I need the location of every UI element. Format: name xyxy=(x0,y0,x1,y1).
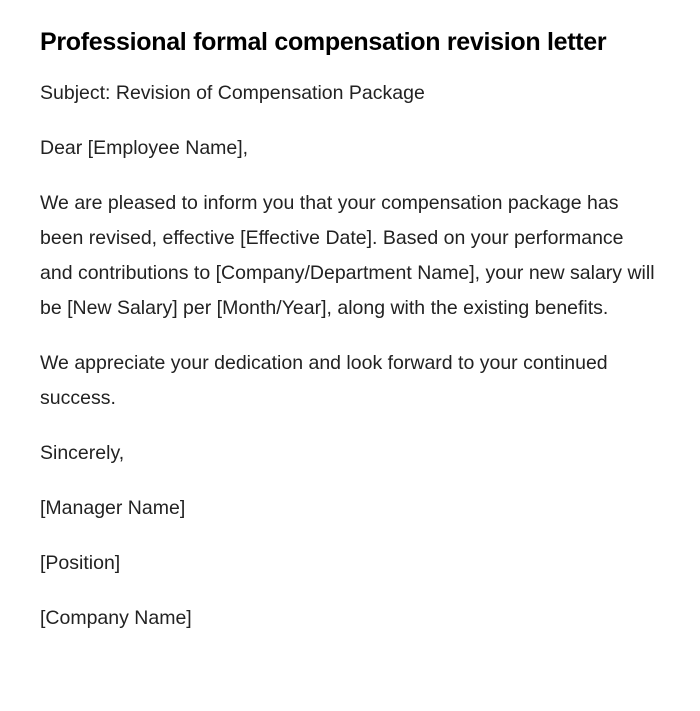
letter-body-paragraph-1: We are pleased to inform you that your compensation package has been revised, effective [Effective Date]. Based on your performance and contributions to [Company/Department Name], your new salary will be [New Salary] per [Month/Year], along with the existing benefits. xyxy=(40,192,655,319)
signature-company: [Company Name] xyxy=(40,607,192,629)
letter-closing: Sincerely, xyxy=(40,442,125,464)
letter-subject: Subject: Revision of Compensation Package xyxy=(40,82,425,104)
letter-title: Professional formal compensation revision letter xyxy=(40,28,607,56)
letter-body-paragraph-2: We appreciate your dedication and look forward to your continued success. xyxy=(40,352,608,409)
signature-name: [Manager Name] xyxy=(40,497,186,519)
signature-position: [Position] xyxy=(40,552,121,574)
letter-greeting: Dear [Employee Name], xyxy=(40,137,249,159)
